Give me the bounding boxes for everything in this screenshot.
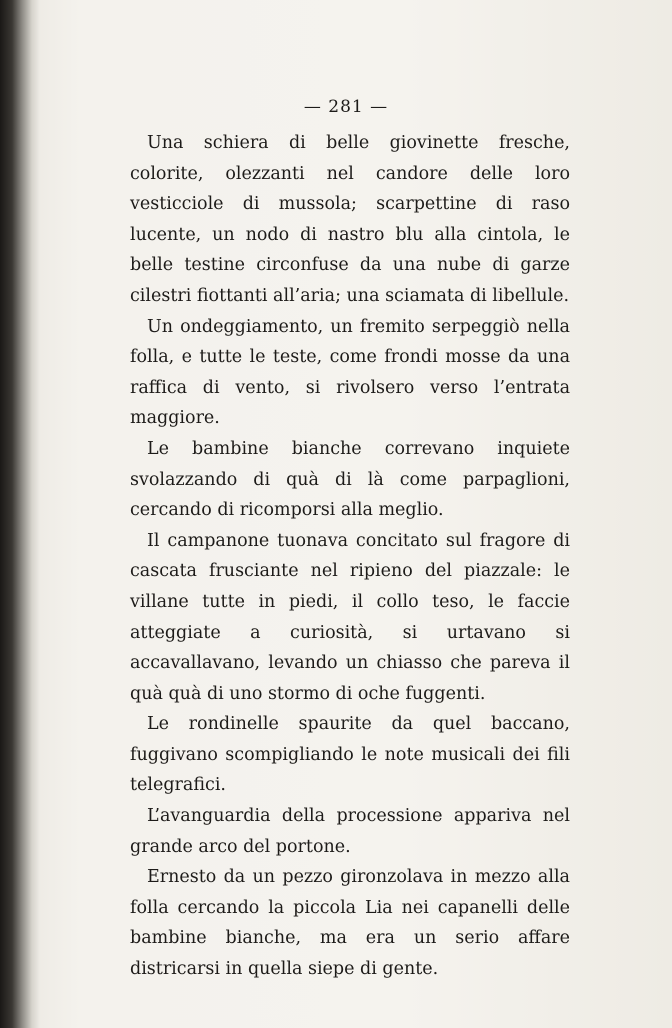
- paragraph-1: Una schiera di belle giovinette fresche, colorite, olezzanti nel candore delle loro vesticciole di mussola; scarpettine di raso lucente, un nodo di nastro blu alla cintola, le belle testine circonfuse da una nube di garze cilestri fiottanti all’aria; una sciamata di libellule.: [130, 133, 570, 306]
- page-number: — 281 —: [303, 97, 389, 117]
- paragraph-3: Le bambine bianche correvano inquiete svolazzando di quà di là come parpaglioni, cercando di ricomporsi alla meglio.: [130, 438, 570, 521]
- paragraph-4: Il campanone tuonava concitato sul fragore di cascata frusciante nel ripieno del piazzale: le villane tutte in piedi, il collo teso, le faccie atteggiate a curiosità, si urtavano si accavallavano, levando un chiasso che pareva il quà quà di uno stormo di oche fuggenti.: [130, 530, 570, 704]
- body-text: [130, 128, 570, 985]
- binding-edge: [0, 0, 40, 1028]
- paragraph-5: Le rondinelle spaurite da quel baccano, fuggivano scompigliando le note musicali dei fili telegrafici.: [130, 714, 570, 796]
- paragraph-6: L’avanguardia della processione appariva nel grande arco del portone.: [130, 806, 570, 857]
- paragraph-2: Un ondeggiamento, un fremito serpeggiò nella folla, e tutte le teste, come frondi mosse da una raffica di vento, si rivolsero verso l’entrata maggiore.: [130, 316, 570, 429]
- paragraph-7: Ernesto da un pezzo gironzolava in mezzo alla folla cercando la piccola Lia nei capanelli delle bambine bianche, ma era un serio affare districarsi in quella siepe di gente.: [130, 867, 570, 980]
